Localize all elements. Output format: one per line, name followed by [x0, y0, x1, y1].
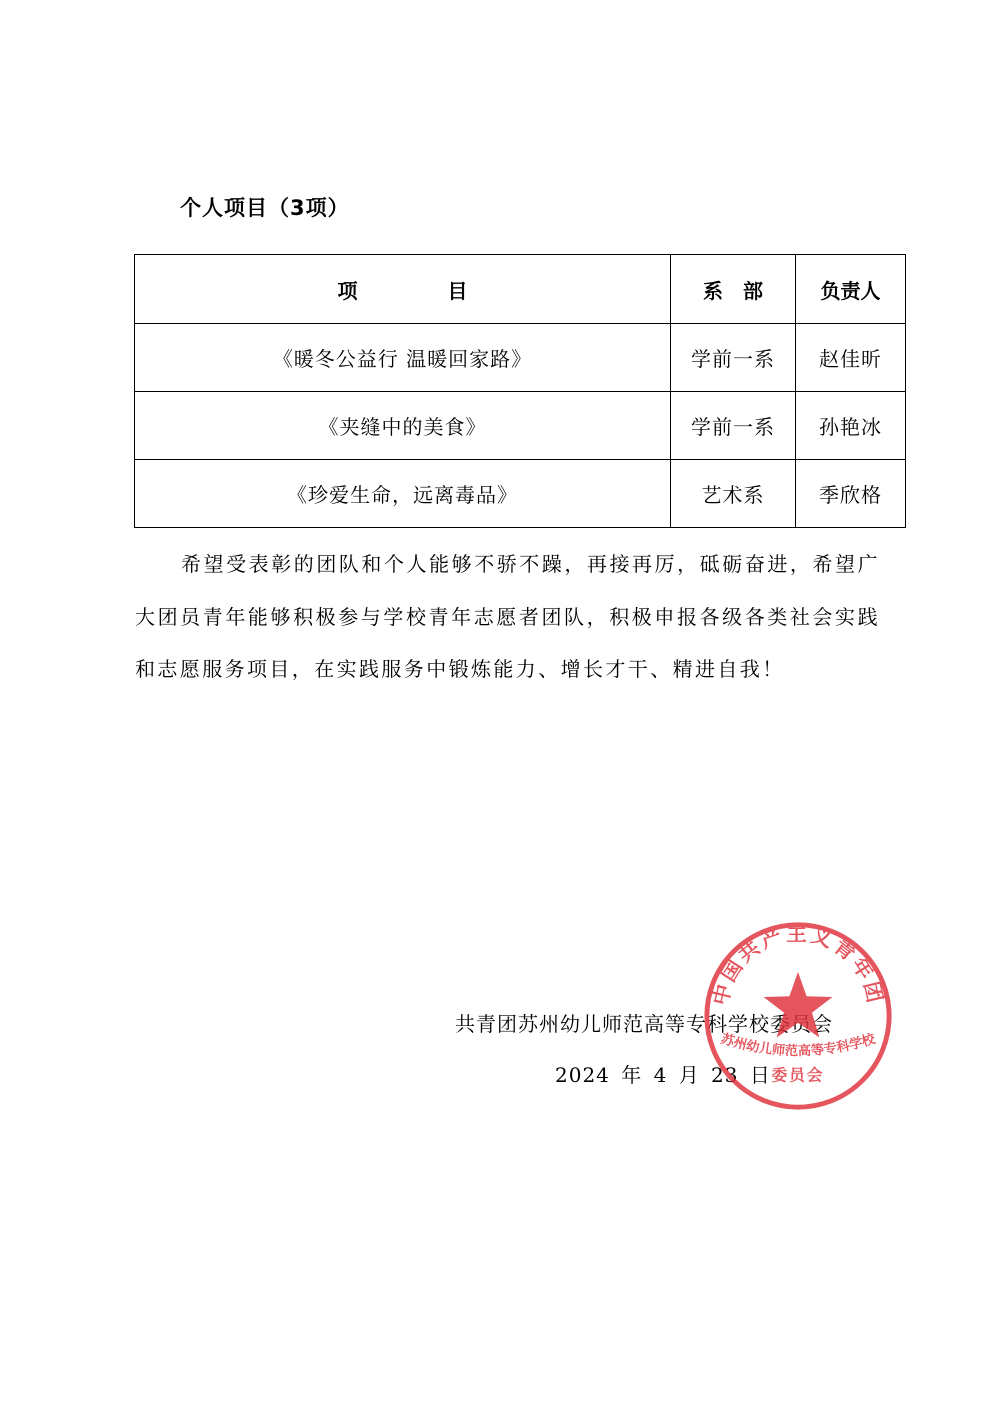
seal-star-icon — [764, 972, 833, 1038]
organization-signature: 共青团苏州幼儿师范高等专科学校委员会 — [455, 1012, 833, 1036]
row-project: 《珍爱生命，远离毒品》 — [135, 460, 671, 528]
header-dept-char-1: 系 — [703, 278, 723, 303]
seal-middle-text: 苏州幼儿师范高等专科学校 — [718, 1031, 878, 1060]
header-project — [135, 255, 671, 324]
row-department: 学前一系 — [671, 392, 796, 460]
body-paragraph: 希望受表彰的团队和个人能够不骄不躁，再接再厉，砥砺奋进，希望广大团员青年能够积极参与学校青年志愿者团队，积极申报各级各类社会实践和志愿服务项目，在实践服务中锻炼能力、增长才干、精进自我！ — [135, 552, 880, 681]
section-title: 个人项目（3项） — [180, 196, 350, 220]
table-header-row — [135, 255, 906, 324]
row-project: 《暖冬公益行 温暖回家路》 — [135, 324, 671, 392]
table-row — [135, 460, 906, 528]
row-project: 《夹缝中的美食》 — [135, 392, 671, 460]
issue-date: 2024 年 4 月 23 日 — [555, 1063, 771, 1087]
header-project-char-1: 项 — [337, 278, 358, 303]
header-dept-char-2: 部 — [743, 278, 763, 303]
official-seal-stamp — [700, 918, 896, 1114]
header-project-char-2: 目 — [447, 278, 468, 303]
row-owner: 孙艳冰 — [796, 392, 906, 460]
table-row — [135, 324, 906, 392]
row-department: 艺术系 — [671, 460, 796, 528]
row-owner: 季欣格 — [796, 460, 906, 528]
seal-bottom-text: 委员会 — [771, 1065, 825, 1085]
table-row — [135, 392, 906, 460]
seal-top-text: 中国共产主义青年团 — [708, 921, 888, 1008]
row-owner: 赵佳昕 — [796, 324, 906, 392]
row-department: 学前一系 — [671, 324, 796, 392]
header-department — [671, 255, 796, 324]
header-owner: 负责人 — [796, 255, 906, 324]
projects-table — [134, 254, 906, 528]
